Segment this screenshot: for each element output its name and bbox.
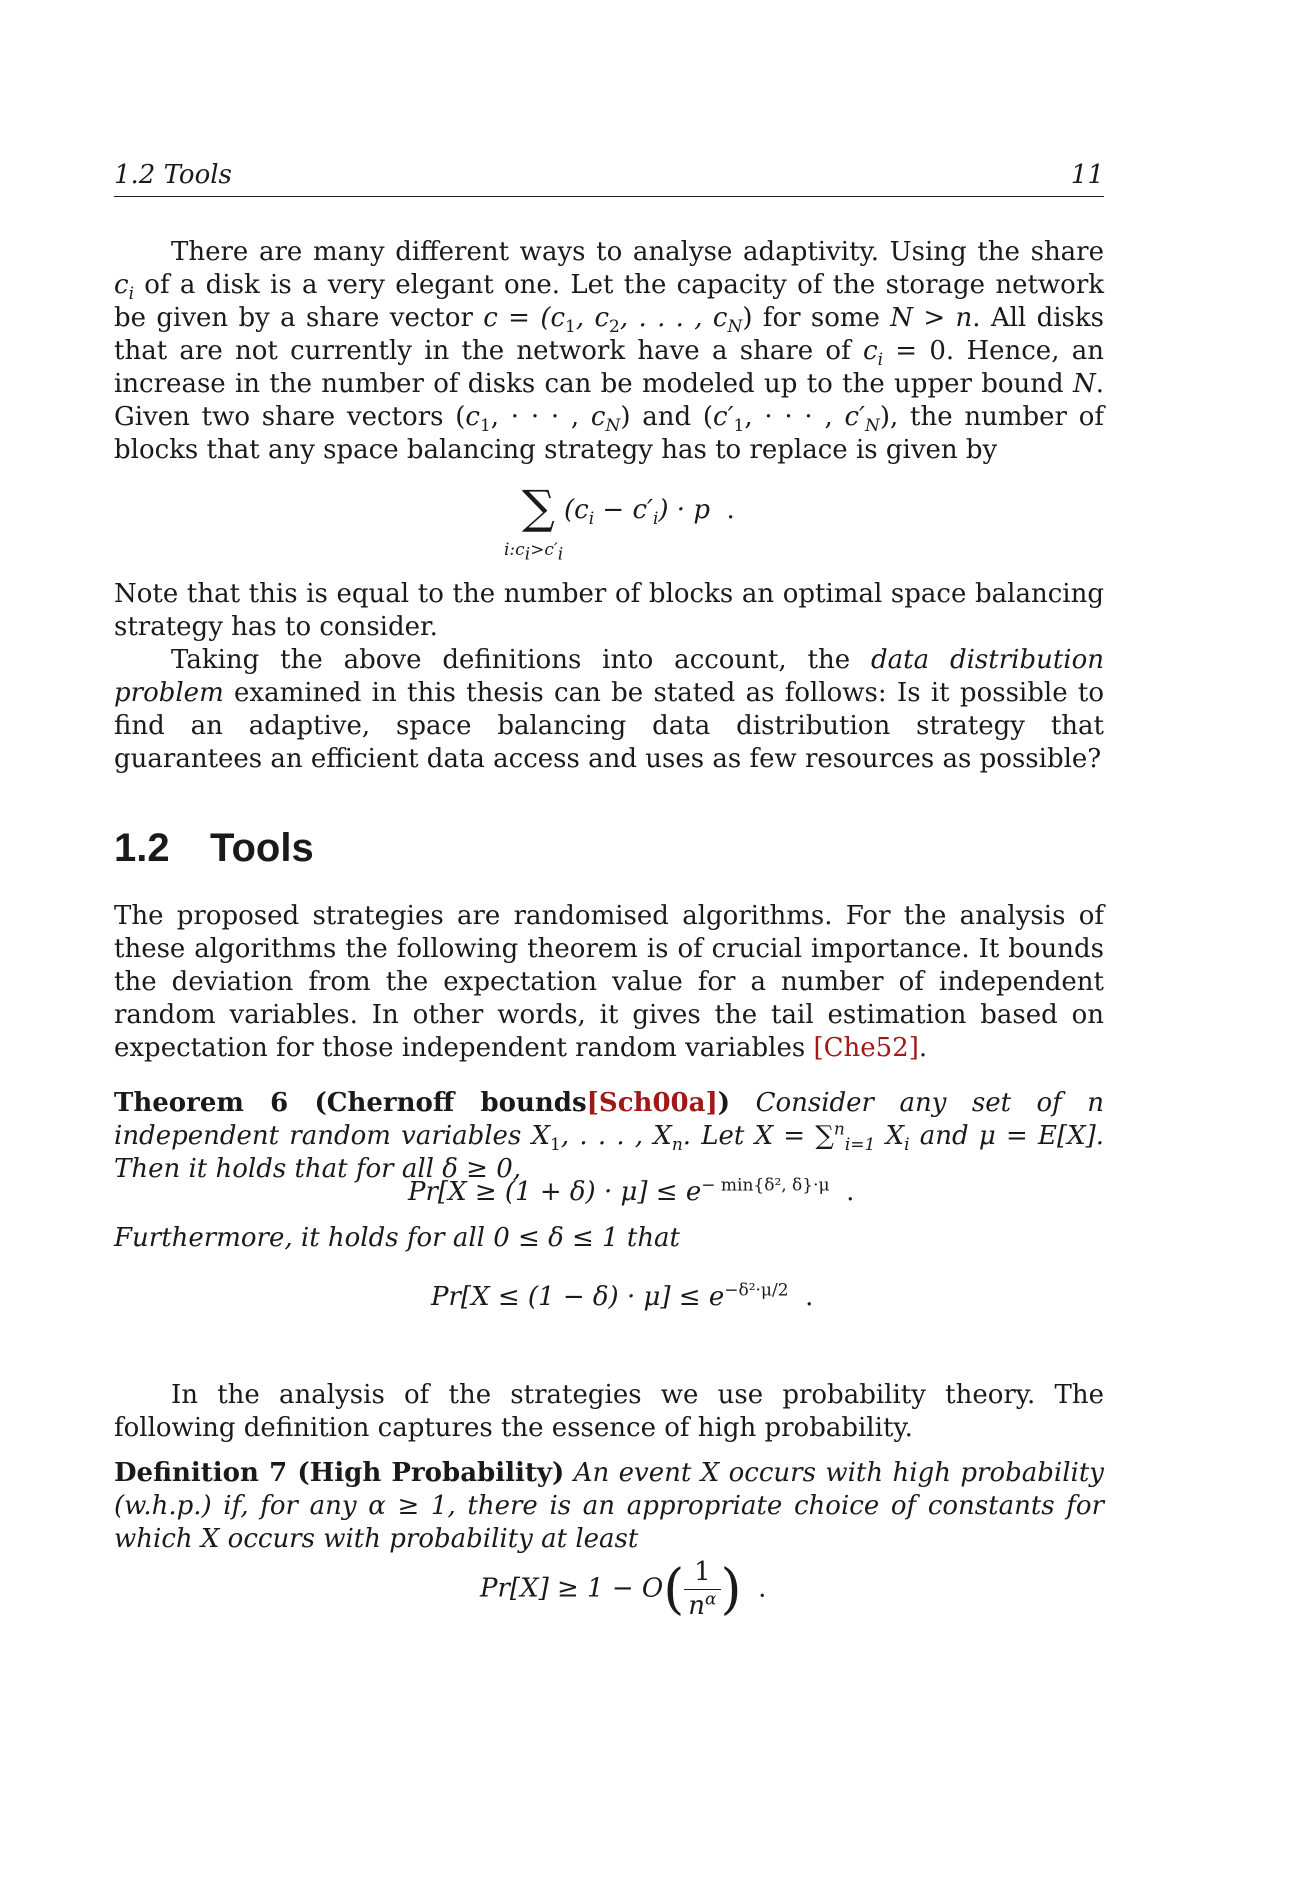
equation-sum — [504, 480, 824, 565]
sum-symbol: ∑ — [522, 480, 555, 534]
paragraph-probability: In the analysis of the strategies we use probability theory. The following definition captures the essence of high probability. — [114, 1380, 1104, 1443]
theorem-6: Theorem 6 (Chernoff bounds[Sch00a]) Consider any set of n independent random variables $X_1$, . . . , $X_n$. Let X = ∑$^n_{i=1}$ $X_i$ and μ = E[X]. Then it holds that for all δ ≥ 0, — [114, 1088, 1105, 1184]
section-heading: 1.2 Tools — [114, 826, 314, 870]
header-section: 1.2 Tools — [114, 160, 232, 190]
paragraph-adaptivity: There are many different ways to analyse adaptivity. Using the share $c_i$ of a disk is a very elegant one. Let the capacity of the storage network be given by a share vector $c = (c_1$, $c_2$, . . . , $c_N$) for some N > n. All disks that are not currently in the network have a share of $c_i = 0$. Hence, an increase in the number of disks can be modeled up to the upper bound N. Given two share vectors ($c_1$, · · · , $c_N$) and ($c'_1$, · · · , $c'_N$), the number of blocks that any space balancing strategy has to replace is given by — [114, 237, 1104, 465]
paragraph-optimal: Note that this is equal to the number of blocks an optimal space balancing strategy has to consider. Taking the above definitions into account, the data distribution problem examined in this thesis can be stated as follows: Is it possible to find an adaptive, space balancing data distribution strategy that guarantees an efficient data access and uses as few resources as possible? — [114, 579, 1105, 774]
sum-body: $(c_i - c'_i) \cdot p$ . — [564, 495, 735, 530]
running-header — [114, 160, 1104, 197]
citation-sch00a[interactable]: [Sch00a] — [586, 1088, 718, 1118]
sum-lower-limit: $i:c_i>c'_i$ — [504, 540, 564, 565]
fraction: $\frac{1}{n^\alpha}$ — [684, 1556, 720, 1623]
page-number: 11 — [1070, 160, 1104, 190]
equation-upper-bound: $Pr[X \ge (1 + \delta) \cdot \mu] \le e^{- min\{\delta^2, \delta\}\cdot\mu}$ . — [408, 1175, 855, 1207]
furthermore-text: Furthermore, it holds for all 0 ≤ δ ≤ 1 that — [114, 1223, 681, 1253]
paragraph-randomised: The proposed strategies are randomised algorithms. For the analysis of these algorithms the following theorem is of crucial importance. It bounds the deviation from the expectation value for a number of independent random variables. In other words, it gives the tail estimation based on expectation for those independent random variables [Che52]. — [114, 901, 1104, 1063]
equation-lower-bound: $Pr[X \le (1 - \delta) \cdot \mu] \le e^{-\delta^2\cdot\mu/2}$ . — [431, 1280, 814, 1312]
definition-7: Definition 7 (High Probability) An event X occurs with high probability (w.h.p.) if, for any α ≥ 1, there is an appropriate choice of constants for which X occurs with probability at least — [114, 1458, 1104, 1554]
paragraph-problem: Taking the above definitions into account, the data distribution problem examined in this thesis can be stated as follows: Is it possible to find an adaptive, space balancing data distribution strategy that guarantees an efficient data access and uses as few resources as possible? — [114, 645, 1105, 774]
citation-che52[interactable]: [Che52] — [813, 1033, 919, 1063]
equation-whp: Pr[X] ≥ 1 − O( $\frac{1}{n^\alpha}$ ) . — [480, 1557, 767, 1621]
